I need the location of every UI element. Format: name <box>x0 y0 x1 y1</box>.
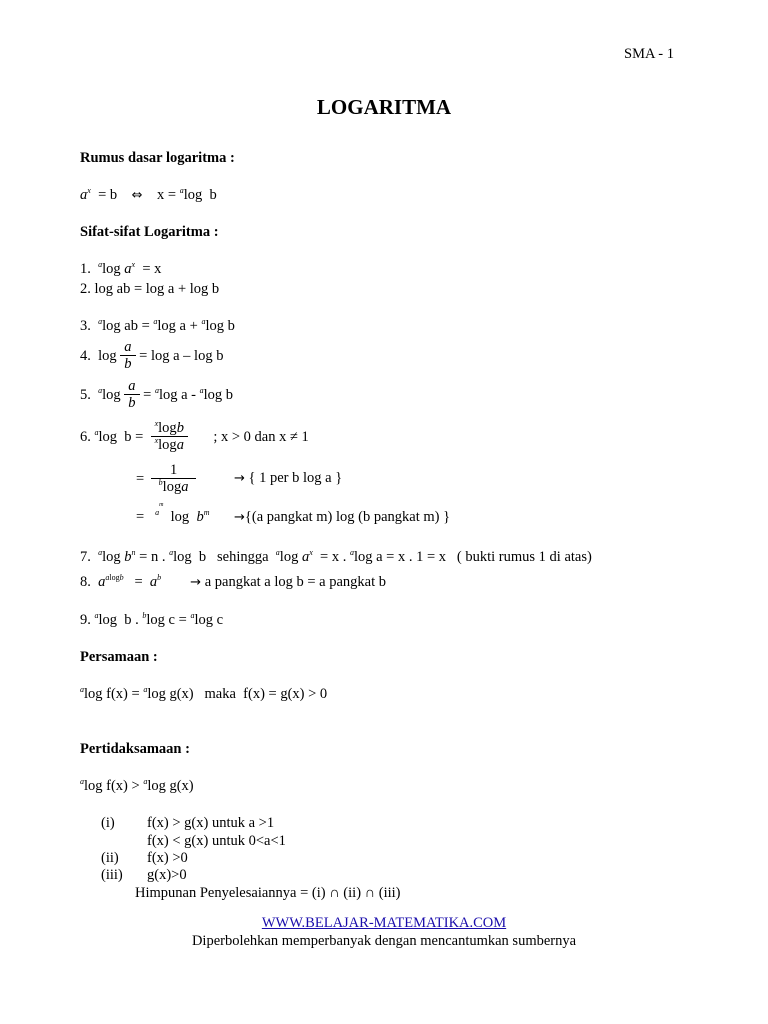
formula-item-7: 7. $^a$log $b^n = n$ . $^a$log b sehingga $^a$log $a^x = x$ . $^a$log a = x . 1 = x ( bukti rumus 1 di atas) <box>80 548 592 565</box>
condition-iii-line: g(x)>0 <box>147 867 187 883</box>
formula-basic: $a^x = b$ ⇔ x = $^a$log b <box>80 186 217 203</box>
formula-persamaan: $^a$log f(x) = $^a$log g(x) maka f(x) = g(x) > 0 <box>80 685 328 702</box>
heading-persamaan: Persamaan : <box>80 649 158 665</box>
formula-item-6-condition: ; x > 0 dan x ≠ 1 <box>213 429 309 445</box>
arrow-icon: → <box>234 471 245 486</box>
condition-ii-line: f(x) >0 <box>147 850 188 866</box>
arrow-icon: → <box>190 575 202 590</box>
condition-i-line-1: f(x) > g(x) untuk a >1 <box>147 815 275 831</box>
formula-item-7-note: ( bukti rumus 1 di atas) <box>456 549 592 565</box>
footer-website-link[interactable]: WWW.BELAJAR-MATEMATIKA.COM <box>261 915 507 931</box>
arrow-icon: → <box>234 510 245 525</box>
formula-item-6-line-2: = $\frac{1}{^b\log a}$ <box>136 461 196 497</box>
heading-pertidaksamaan: Pertidaksamaan : <box>80 741 190 757</box>
formula-item-6: 6. $^a$log b = $\frac{^x\log b}{^x\log a}$ ; x > 0 dan x ≠ 1 <box>80 419 309 454</box>
footer-note: Diperbolehkan memperbanyak dengan mencantumkan sumbernya <box>191 933 577 949</box>
formula-item-6-line-3: = $^{a^m}$ $\log b^m$ <box>136 502 210 525</box>
formula-item-4: 4. log $\frac{a}{b}$ = log a – log b <box>80 339 224 373</box>
formula-item-8: 8. $a^{alogb} = a^b$ → a pangkat a log b = a pangkat b <box>80 573 387 590</box>
formula-item-6-line-3-note: →{(a pangkat m) log (b pangkat m) } <box>234 509 451 525</box>
formula-item-1: 1. $^a$log $a^x = x$ <box>80 260 162 277</box>
formula-item-9: 9. $^a$log b . $^b$log c = $^a$log c <box>80 611 224 628</box>
heading-rumus-dasar: Rumus dasar logaritma : <box>80 150 235 166</box>
solution-set: Himpunan Penyelesaiannya = (i) ∩ (ii) ∩ (iii) <box>135 885 401 901</box>
formula-item-2: 2. log ab = log a + log b <box>80 281 220 297</box>
page-header-label: SMA - 1 <box>624 46 674 62</box>
condition-i-line-2: f(x) < g(x) untuk 0<a<1 <box>147 833 286 849</box>
formula-item-6-line-2-note: → { 1 per b log a } <box>234 470 343 486</box>
formula-item-8-note: a pangkat a log b = a pangkat b <box>204 574 387 590</box>
condition-ii-label: (ii) <box>101 850 119 866</box>
condition-i-label: (i) <box>101 815 115 831</box>
page-title: LOGARITMA <box>316 95 452 119</box>
heading-sifat: Sifat-sifat Logaritma : <box>80 224 219 240</box>
formula-pertidaksamaan: $^a$log f(x) > $^a$log g(x) <box>80 777 194 794</box>
formula-basic-rhs: x = <box>157 187 180 203</box>
formula-item-5: 5. $^a$log $\frac{a}{b}$ = $^a$log a - $^a$log b <box>80 378 234 412</box>
condition-iii-label: (iii) <box>101 867 123 883</box>
formula-item-3: 3. $^a$log ab = $^a$log a + $^a$log b <box>80 317 235 334</box>
